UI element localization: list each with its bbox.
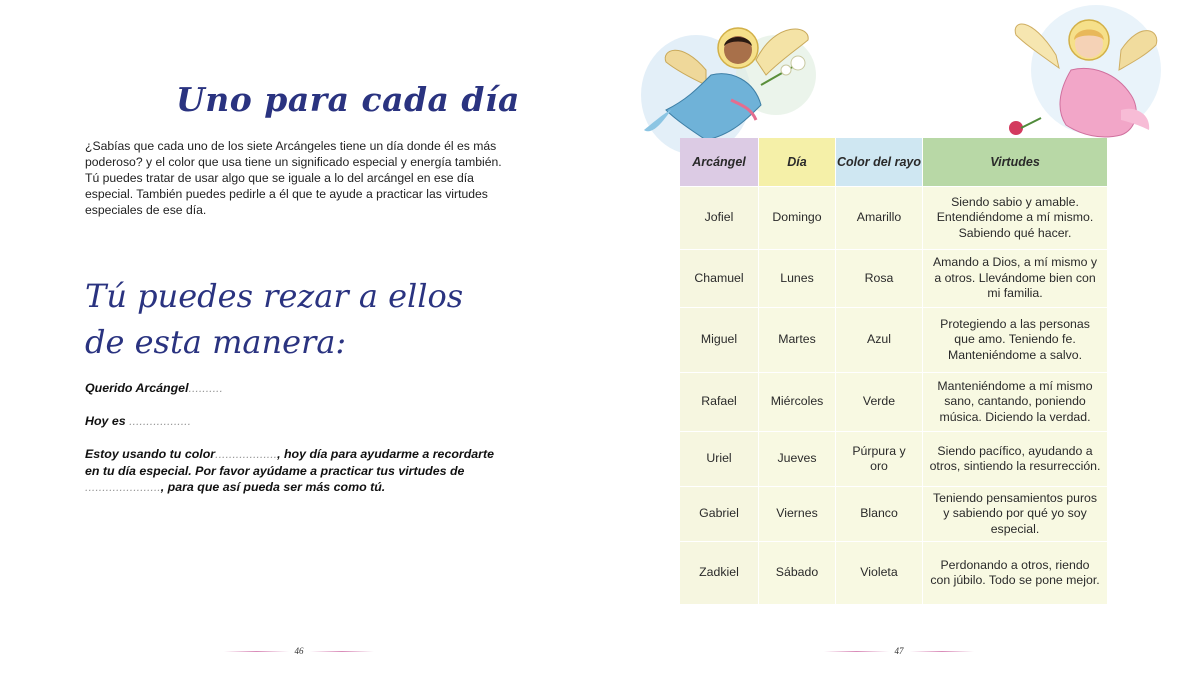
- page-footer-right: [824, 644, 974, 658]
- prayer-heading-line2: de esta manera:: [85, 323, 347, 361]
- prayer-text: Estoy usando tu color: [85, 447, 216, 461]
- header-color-del-rayo: Color del rayo: [836, 138, 922, 186]
- cell-virtudes: Siendo pacífico, ayudando a otros, sintiendo la resurrección.: [923, 432, 1107, 486]
- cell-color: Azul: [836, 308, 922, 372]
- page-number: 47: [894, 646, 904, 656]
- cell-dia: Jueves: [759, 432, 835, 486]
- prayer-heading-line1: Tú puedes rezar a ellos: [85, 277, 464, 315]
- cell-color: Blanco: [836, 487, 922, 541]
- cell-dia: Viernes: [759, 487, 835, 541]
- page-title: Uno para cada día: [176, 80, 520, 119]
- cell-color: Verde: [836, 373, 922, 431]
- cell-dia: Martes: [759, 308, 835, 372]
- cell-virtudes: Siendo sabio y amable. Entendiéndome a mí mismo. Sabiendo qué hacer.: [923, 187, 1107, 249]
- prayer-text: , hoy día para ayudarme a recordarte en tu día especial. Por favor ayúdame a practicar tus virtudes de: [85, 447, 495, 478]
- page-footer-left: [224, 644, 374, 658]
- prayer-text: , para que así pueda ser más como tú.: [160, 480, 386, 494]
- prayer-heading: [85, 273, 463, 365]
- cell-color: Rosa: [836, 250, 922, 307]
- prayer-line-2: [85, 413, 505, 430]
- cell-virtudes: Teniendo pensamientos puros y sabiendo por qué yo soy especial.: [923, 487, 1107, 541]
- fill-in-blank: ......................: [85, 480, 161, 494]
- cell-arcangel: Jofiel: [680, 187, 758, 249]
- cell-color: Púrpura y oro: [836, 432, 922, 486]
- cell-arcangel: Gabriel: [680, 487, 758, 541]
- cell-virtudes: Protegiendo a las personas que amo. Teniendo fe. Manteniéndome a salvo.: [923, 308, 1107, 372]
- prayer-line-1: [85, 380, 505, 397]
- footer-ornament: [824, 651, 889, 652]
- left-page: [0, 0, 595, 680]
- cell-color: Amarillo: [836, 187, 922, 249]
- fill-in-blank: ..................: [215, 447, 278, 461]
- cell-arcangel: Zadkiel: [680, 542, 758, 604]
- footer-ornament: [910, 651, 975, 652]
- cell-virtudes: Manteniéndome a mí mismo sano, cantando, poniendo música. Diciendo la verdad.: [923, 373, 1107, 431]
- cell-dia: Miércoles: [759, 373, 835, 431]
- cell-arcangel: Miguel: [680, 308, 758, 372]
- cell-dia: Lunes: [759, 250, 835, 307]
- cell-virtudes: Perdonando a otros, riendo con júbilo. Todo se pone mejor.: [923, 542, 1107, 604]
- header-arcangel: Arcángel: [680, 138, 758, 186]
- header-dia: Día: [759, 138, 835, 186]
- cell-virtudes: Amando a Dios, a mí mismo y a otros. Llevándome bien con mi familia.: [923, 250, 1107, 307]
- prayer-text: Hoy es: [85, 414, 126, 428]
- fill-in-blank: ..................: [129, 414, 192, 428]
- header-virtudes: Virtudes: [923, 138, 1107, 186]
- cell-arcangel: Uriel: [680, 432, 758, 486]
- cell-arcangel: Rafael: [680, 373, 758, 431]
- prayer-line-3: [85, 446, 505, 496]
- cell-dia: Sábado: [759, 542, 835, 604]
- footer-ornament: [224, 651, 289, 652]
- page-number: 46: [294, 646, 304, 656]
- fill-in-blank: ..........: [188, 381, 223, 395]
- angel-with-rose-icon: [1001, 0, 1161, 145]
- cell-color: Violeta: [836, 542, 922, 604]
- intro-paragraph: ¿Sabías que cada uno de los siete Arcángeles tiene un día donde él es más poderoso? y el color que usa tiene un significado especial y energía también. Tú puedes tratar de usar algo que se iguale a lo del arcángel en ese día especial. También puedes pedirle a él que te ayude a practicar las virtudes especiales de ese día.: [85, 139, 502, 217]
- right-page: [596, 0, 1191, 680]
- cell-dia: Domingo: [759, 187, 835, 249]
- cell-arcangel: Chamuel: [680, 250, 758, 307]
- archangel-table: [680, 138, 1107, 604]
- prayer-text: Querido Arcángel: [85, 381, 189, 395]
- footer-ornament: [310, 651, 375, 652]
